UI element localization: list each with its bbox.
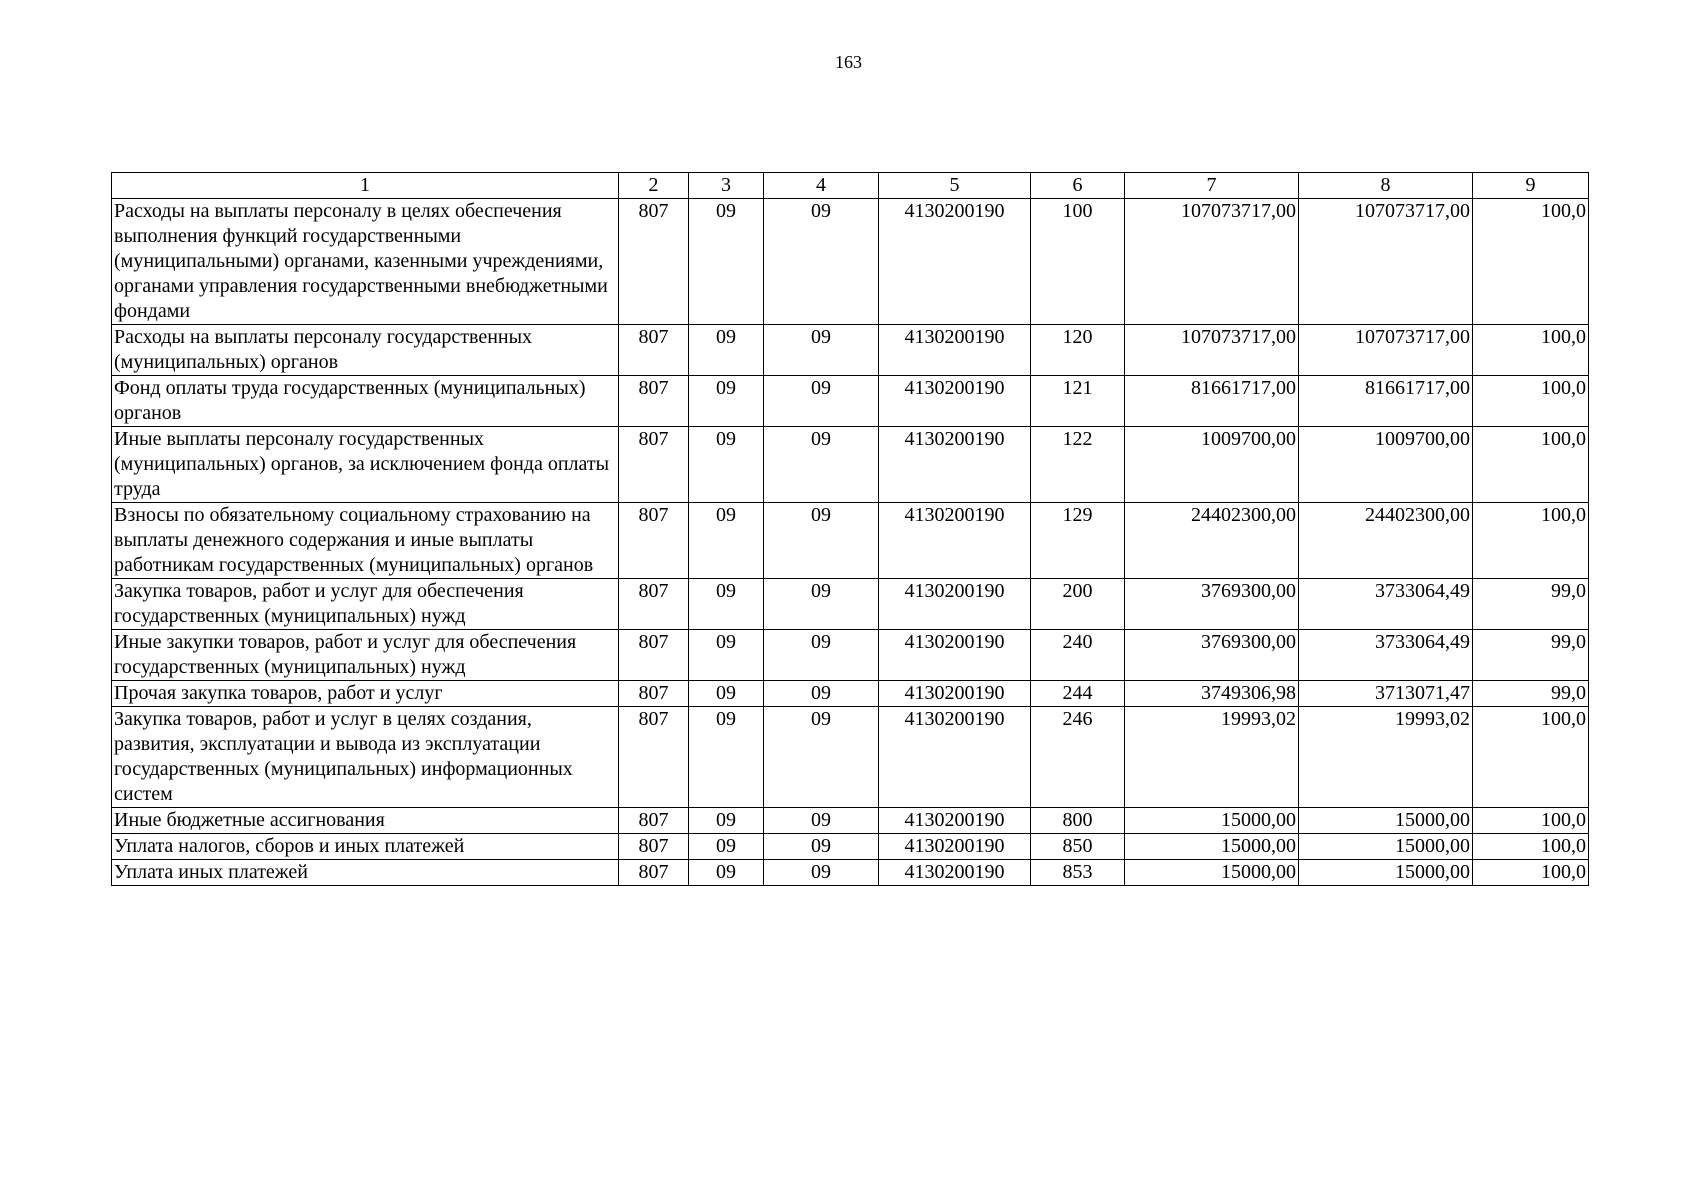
code-cell: 807 xyxy=(619,808,689,834)
column-header: 7 xyxy=(1125,173,1299,199)
row-name-cell: Расходы на выплаты персоналу государственных (муниципальных) органов xyxy=(112,325,619,376)
amount-cell: 3769300,00 xyxy=(1125,579,1299,630)
header-row xyxy=(112,173,1589,199)
row-name-cell: Прочая закупка товаров, работ и услуг xyxy=(112,681,619,707)
code-cell: 807 xyxy=(619,325,689,376)
table-row xyxy=(112,681,1589,707)
table-row xyxy=(112,630,1589,681)
row-name-cell: Фонд оплаты труда государственных (муниципальных) органов xyxy=(112,376,619,427)
amount-cell: 3749306,98 xyxy=(1125,681,1299,707)
code-cell: 4130200190 xyxy=(879,199,1031,325)
code-cell: 09 xyxy=(764,503,879,579)
code-cell: 09 xyxy=(689,860,764,886)
percent-cell: 100,0 xyxy=(1473,707,1589,808)
amount-cell: 24402300,00 xyxy=(1299,503,1473,579)
amount-cell: 107073717,00 xyxy=(1125,199,1299,325)
table-row xyxy=(112,427,1589,503)
column-header: 6 xyxy=(1031,173,1125,199)
code-cell: 246 xyxy=(1031,707,1125,808)
column-header: 4 xyxy=(764,173,879,199)
code-cell: 09 xyxy=(689,681,764,707)
code-cell: 09 xyxy=(764,707,879,808)
code-cell: 121 xyxy=(1031,376,1125,427)
column-header: 3 xyxy=(689,173,764,199)
percent-cell: 100,0 xyxy=(1473,503,1589,579)
code-cell: 807 xyxy=(619,681,689,707)
amount-cell: 3733064,49 xyxy=(1299,630,1473,681)
code-cell: 807 xyxy=(619,630,689,681)
code-cell: 4130200190 xyxy=(879,681,1031,707)
code-cell: 807 xyxy=(619,707,689,808)
code-cell: 09 xyxy=(689,834,764,860)
code-cell: 122 xyxy=(1031,427,1125,503)
amount-cell: 81661717,00 xyxy=(1299,376,1473,427)
table-row xyxy=(112,199,1589,325)
amount-cell: 15000,00 xyxy=(1299,860,1473,886)
code-cell: 4130200190 xyxy=(879,325,1031,376)
row-name-cell: Иные закупки товаров, работ и услуг для обеспечения государственных (муниципальных) нужд xyxy=(112,630,619,681)
amount-cell: 107073717,00 xyxy=(1299,325,1473,376)
code-cell: 4130200190 xyxy=(879,503,1031,579)
percent-cell: 100,0 xyxy=(1473,325,1589,376)
percent-cell: 100,0 xyxy=(1473,808,1589,834)
code-cell: 09 xyxy=(689,707,764,808)
row-name-cell: Иные выплаты персоналу государственных (муниципальных) органов, за исключением фонда оплаты труда xyxy=(112,427,619,503)
code-cell: 4130200190 xyxy=(879,630,1031,681)
code-cell: 09 xyxy=(689,325,764,376)
page-number: 163 xyxy=(835,52,862,72)
code-cell: 09 xyxy=(764,681,879,707)
code-cell: 807 xyxy=(619,579,689,630)
row-name-cell: Иные бюджетные ассигнования xyxy=(112,808,619,834)
table-row xyxy=(112,707,1589,808)
amount-cell: 15000,00 xyxy=(1299,834,1473,860)
table-row xyxy=(112,325,1589,376)
column-header: 8 xyxy=(1299,173,1473,199)
code-cell: 09 xyxy=(689,503,764,579)
code-cell: 4130200190 xyxy=(879,707,1031,808)
code-cell: 4130200190 xyxy=(879,579,1031,630)
table-row xyxy=(112,503,1589,579)
code-cell: 807 xyxy=(619,834,689,860)
amount-cell: 15000,00 xyxy=(1125,860,1299,886)
amount-cell: 24402300,00 xyxy=(1125,503,1299,579)
amount-cell: 3713071,47 xyxy=(1299,681,1473,707)
code-cell: 807 xyxy=(619,503,689,579)
amount-cell: 107073717,00 xyxy=(1125,325,1299,376)
code-cell: 200 xyxy=(1031,579,1125,630)
code-cell: 4130200190 xyxy=(879,427,1031,503)
amount-cell: 3769300,00 xyxy=(1125,630,1299,681)
amount-cell: 107073717,00 xyxy=(1299,199,1473,325)
code-cell: 120 xyxy=(1031,325,1125,376)
budget-table xyxy=(111,172,1589,886)
percent-cell: 100,0 xyxy=(1473,834,1589,860)
table-row xyxy=(112,579,1589,630)
code-cell: 09 xyxy=(764,808,879,834)
code-cell: 807 xyxy=(619,427,689,503)
code-cell: 129 xyxy=(1031,503,1125,579)
code-cell: 4130200190 xyxy=(879,376,1031,427)
amount-cell: 15000,00 xyxy=(1125,834,1299,860)
amount-cell: 3733064,49 xyxy=(1299,579,1473,630)
row-name-cell: Закупка товаров, работ и услуг для обеспечения государственных (муниципальных) нужд xyxy=(112,579,619,630)
table-row xyxy=(112,860,1589,886)
code-cell: 244 xyxy=(1031,681,1125,707)
column-header: 5 xyxy=(879,173,1031,199)
amount-cell: 19993,02 xyxy=(1125,707,1299,808)
percent-cell: 99,0 xyxy=(1473,681,1589,707)
amount-cell: 1009700,00 xyxy=(1125,427,1299,503)
column-header: 2 xyxy=(619,173,689,199)
code-cell: 4130200190 xyxy=(879,860,1031,886)
code-cell: 09 xyxy=(764,427,879,503)
code-cell: 09 xyxy=(764,325,879,376)
code-cell: 09 xyxy=(689,630,764,681)
row-name-cell: Закупка товаров, работ и услуг в целях создания, развития, эксплуатации и вывода из эксплуатации государственных (муниципальных) информационных систем xyxy=(112,707,619,808)
percent-cell: 100,0 xyxy=(1473,427,1589,503)
code-cell: 09 xyxy=(689,376,764,427)
percent-cell: 100,0 xyxy=(1473,376,1589,427)
code-cell: 09 xyxy=(689,808,764,834)
column-header: 9 xyxy=(1473,173,1589,199)
code-cell: 09 xyxy=(764,860,879,886)
code-cell: 09 xyxy=(689,199,764,325)
code-cell: 09 xyxy=(689,427,764,503)
code-cell: 09 xyxy=(764,376,879,427)
amount-cell: 15000,00 xyxy=(1299,808,1473,834)
code-cell: 807 xyxy=(619,199,689,325)
percent-cell: 100,0 xyxy=(1473,860,1589,886)
amount-cell: 1009700,00 xyxy=(1299,427,1473,503)
code-cell: 09 xyxy=(764,630,879,681)
code-cell: 09 xyxy=(764,199,879,325)
percent-cell: 100,0 xyxy=(1473,199,1589,325)
code-cell: 240 xyxy=(1031,630,1125,681)
code-cell: 09 xyxy=(689,579,764,630)
row-name-cell: Уплата налогов, сборов и иных платежей xyxy=(112,834,619,860)
table-row xyxy=(112,834,1589,860)
code-cell: 09 xyxy=(764,834,879,860)
table-row xyxy=(112,376,1589,427)
amount-cell: 19993,02 xyxy=(1299,707,1473,808)
code-cell: 4130200190 xyxy=(879,808,1031,834)
code-cell: 853 xyxy=(1031,860,1125,886)
amount-cell: 81661717,00 xyxy=(1125,376,1299,427)
table-row xyxy=(112,808,1589,834)
code-cell: 807 xyxy=(619,376,689,427)
column-header: 1 xyxy=(112,173,619,199)
code-cell: 4130200190 xyxy=(879,834,1031,860)
row-name-cell: Уплата иных платежей xyxy=(112,860,619,886)
amount-cell: 15000,00 xyxy=(1125,808,1299,834)
percent-cell: 99,0 xyxy=(1473,630,1589,681)
code-cell: 800 xyxy=(1031,808,1125,834)
row-name-cell: Расходы на выплаты персоналу в целях обеспечения выполнения функций государственными (муниципальными) органами, казенными учреждениями, органами управления государственными внебюджетными фондами xyxy=(112,199,619,325)
table-body xyxy=(112,199,1589,886)
code-cell: 09 xyxy=(764,579,879,630)
code-cell: 100 xyxy=(1031,199,1125,325)
code-cell: 807 xyxy=(619,860,689,886)
code-cell: 850 xyxy=(1031,834,1125,860)
percent-cell: 99,0 xyxy=(1473,579,1589,630)
row-name-cell: Взносы по обязательному социальному страхованию на выплаты денежного содержания и иные выплаты работникам государственных (муниципальных) органов xyxy=(112,503,619,579)
